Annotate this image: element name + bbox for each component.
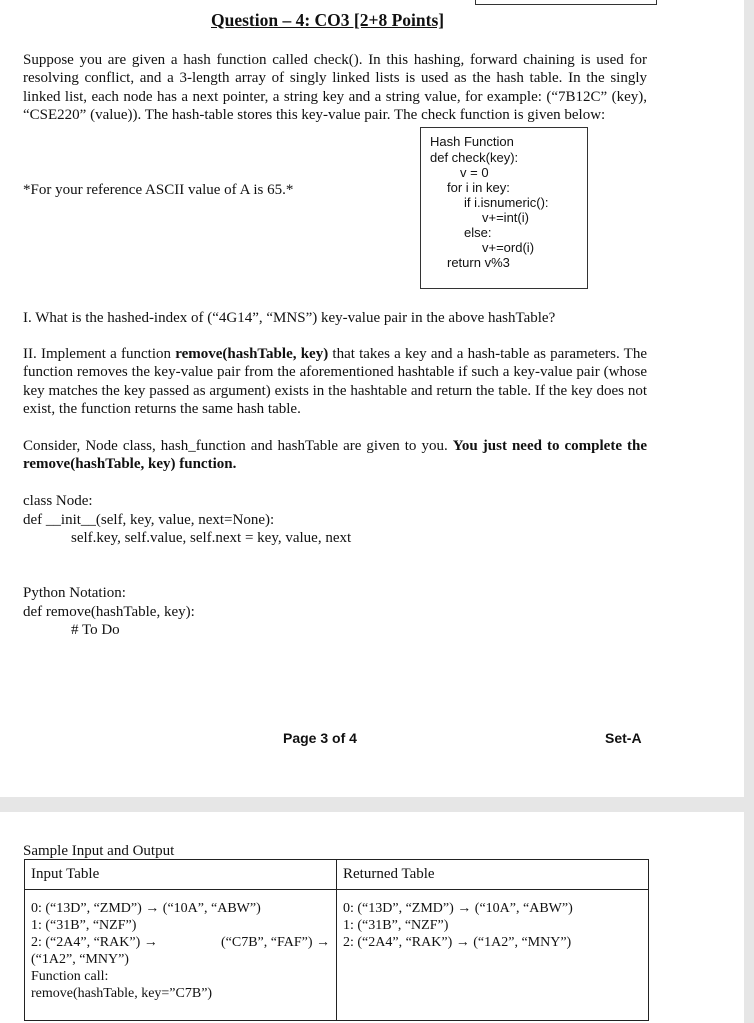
code-line: else: <box>464 225 492 240</box>
input-row-0: 0: (“13D”, “ZMD”) → (“10A”, “ABW”) <box>31 901 261 916</box>
sample-io-table <box>24 859 649 1021</box>
input-row-2 <box>31 934 330 951</box>
code-line: v+=int(i) <box>482 210 529 225</box>
input-row-2-continued: (“1A2”, “MNY”) <box>31 952 129 967</box>
remove-signature: def remove(hashTable, key): <box>23 604 195 620</box>
node-init-line: def __init__(self, key, value, next=None): <box>23 512 275 528</box>
hash-function-heading: Hash Function <box>430 134 514 149</box>
question-title: Question – 4: CO3 [2+8 Points] <box>211 10 445 30</box>
returned-table-cell <box>337 890 649 1021</box>
ascii-note: *For your reference ASCII value of A is 65.* <box>23 182 294 198</box>
problem-intro: Suppose you are given a hash function called check(). In this hashing, forward chaining is used for resolving conflict, and a 3-length array of singly linked lists is used as the hash table. In the singly linked list, each node has a next pointer, a string key and a string value, for example: (“7B12C” (key), “CSE220” (value)). The hash-table stores this key-value pair. The check function is given below: <box>23 52 647 124</box>
code-line: for i in key: <box>447 180 510 195</box>
node-assign-line: self.key, self.value, self.next = key, value, next <box>71 530 352 546</box>
hash-function-box <box>420 127 588 289</box>
header-box <box>475 0 657 5</box>
returned-row-0: 0: (“13D”, “ZMD”) → (“10A”, “ABW”) <box>343 901 573 916</box>
returned-row-1: 1: (“31B”, “NZF”) <box>343 918 449 933</box>
input-row-2-part-a: 2: (“2A4”, “RAK”) → <box>31 935 158 950</box>
function-call: remove(hashTable, key=”C7B”) <box>31 986 213 1001</box>
node-class-line: class Node: <box>23 493 93 509</box>
set-label: Set-A <box>605 730 642 746</box>
q2-prefix: II. Implement a function <box>23 346 176 362</box>
question-part-2 <box>23 345 647 419</box>
function-call-label: Function call: <box>31 969 109 984</box>
consider-emphasis: You just need to complete the remove(hashTable, key) function. <box>23 438 647 473</box>
code-line: def check(key): <box>430 150 519 165</box>
returned-row-2: 2: (“2A4”, “RAK”) → (“1A2”, “MNY”) <box>343 935 572 950</box>
todo-comment: # To Do <box>71 622 120 638</box>
input-table-cell <box>25 890 337 1021</box>
python-notation-label: Python Notation: <box>23 585 126 601</box>
q2-function-name: remove(hashTable, key) <box>175 346 329 362</box>
sample-title: Sample Input and Output <box>23 843 175 859</box>
exam-page-4 <box>0 812 744 1023</box>
code-line: v+=ord(i) <box>482 240 535 255</box>
page-number: Page 3 of 4 <box>283 730 357 746</box>
input-table-header: Input Table <box>25 860 337 890</box>
input-row-1: 1: (“31B”, “NZF”) <box>31 918 137 933</box>
code-line: v = 0 <box>460 165 489 180</box>
code-line: if i.isnumeric(): <box>464 195 549 210</box>
question-part-1: I. What is the hashed-index of (“4G14”, “MNS”) key-value pair in the above hashTable? <box>23 310 556 326</box>
input-row-2-part-b: (“C7B”, “FAF”) → <box>221 935 330 950</box>
returned-table-header: Returned Table <box>337 860 649 890</box>
consider-note <box>23 437 647 474</box>
q2-suffix: that takes a key and a hash-table as parameters. The function removes the key-value pair from the aforementioned hashtable if such a key-value pair (whose key matches the key passed as argument) exists in the hashtable and return the table. If the key does not exist, the function returns the same hash table. <box>23 346 647 418</box>
consider-prefix: Consider, Node class, hash_function and hashTable are given to you. <box>23 438 453 454</box>
code-line: return v%3 <box>447 255 510 270</box>
